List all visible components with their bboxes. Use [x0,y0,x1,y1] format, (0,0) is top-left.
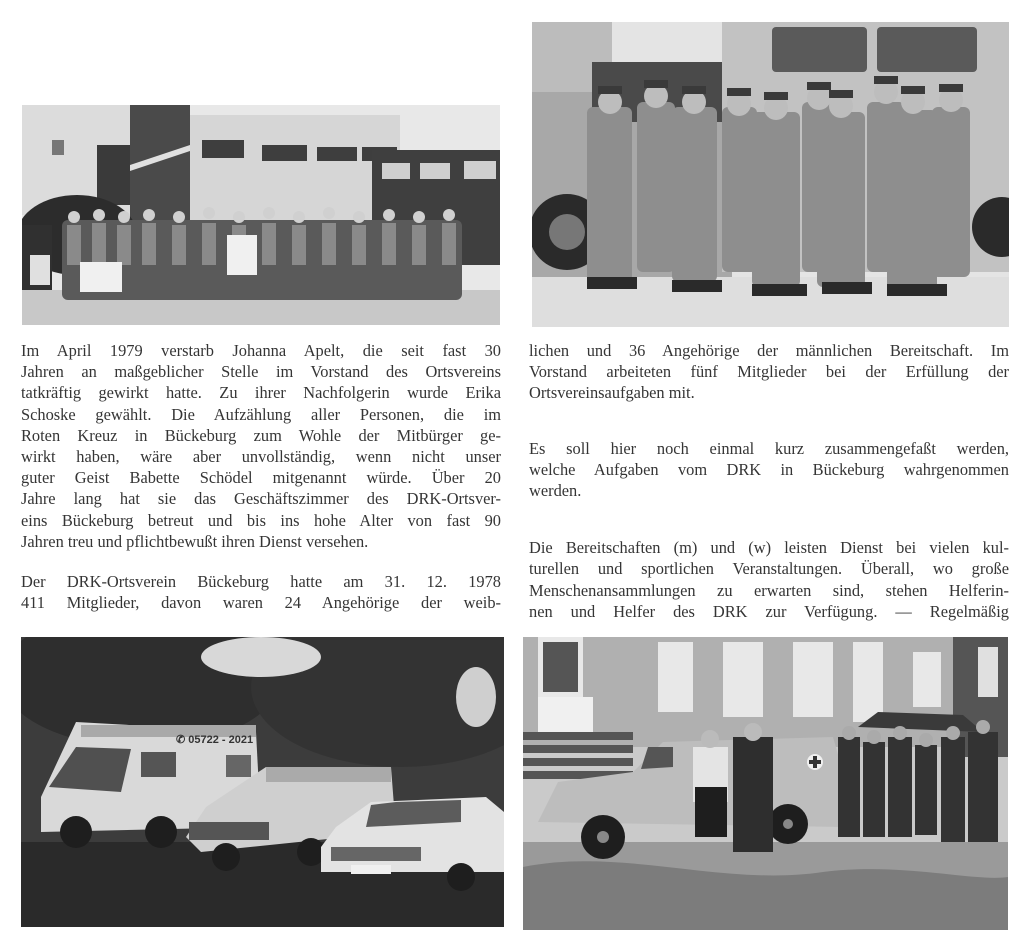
text-line: welche Aufgaben vom DRK in Bückeburg wahrgenommen [529,459,1009,479]
photo-historic-ambulance [523,637,1008,930]
text-line: Ortsvereinsaufgaben mit. [529,383,695,403]
paragraph-membership-count [21,571,501,613]
paragraph-johanna-apelt [21,340,501,552]
text-line: guter Geist Babette Schödel mitgenannt würde. Über 20 [21,468,501,488]
text-line: eins Bückeburg betreut und bis ins hohe Alter von fast 90 [21,510,501,530]
text-line: Jahre lang hat sie das Geschäftszimmer des DRK-Ortsver- [21,489,501,509]
text-line: wirkt haben, wäre aber unvollständig, wenn nicht unser [21,447,501,467]
text-line: Vorstand arbeiteten fünf Mitglieder bei der Erfüllung der [529,362,1009,382]
text-line: Roten Kreuz in Bückeburg zum Wohle der Mitbürger ge- [21,425,501,445]
text-line: Es soll hier noch einmal kurz zusammengefaßt werden, [529,438,1009,458]
text-line: Jahren an maßgeblicher Stelle im Vorstand des Ortsvereins [21,362,501,382]
text-line: Der DRK-Ortsverein Bückeburg hatte am 31. 12. 1978 [21,572,501,592]
text-column-left [21,340,501,613]
text-line: 411 Mitglieder, davon waren 24 Angehörige der weib- [21,593,501,613]
photo-uniformed-squad [532,22,1009,327]
text-line: Schoske gewählt. Die Aufzählung aller Personen, die im [21,404,501,424]
text-column-right [529,340,1009,622]
text-line: lichen und 36 Angehörige der männlichen Bereitschaft. Im [529,341,1009,360]
text-line: werden. [529,481,582,501]
photo-ambulance-vehicles [21,637,504,927]
photo-children-group [22,105,500,325]
paragraph-summary-intro [529,438,1009,502]
text-line: Menschenansammlungen zu erwarten sind, stehen Helferin- [529,580,1009,600]
text-line: turellen und sportlichen Veranstaltungen. Überall, wo große [529,559,1009,579]
paragraph-bereitschaften [529,537,1009,622]
text-line: Die Bereitschaften (m) und (w) leisten Dienst bei vielen kul- [529,538,1009,558]
text-line: nen und Helfer des DRK zur Verfügung. — Regelmäßig [529,601,1009,621]
text-line: Im April 1979 verstarb Johanna Apelt, die seit fast 30 [21,341,501,360]
paragraph-membership-continued [529,340,1009,404]
van-phone-lettering: ✆ 05722 - 2021 [176,734,254,746]
text-line: tatkräftig gewirkt hatte. Zu ihrer Nachfolgerin wurde Erika [21,383,501,403]
text-line: Jahren treu und pflichtbewußt ihren Dienst versehen. [21,531,369,551]
